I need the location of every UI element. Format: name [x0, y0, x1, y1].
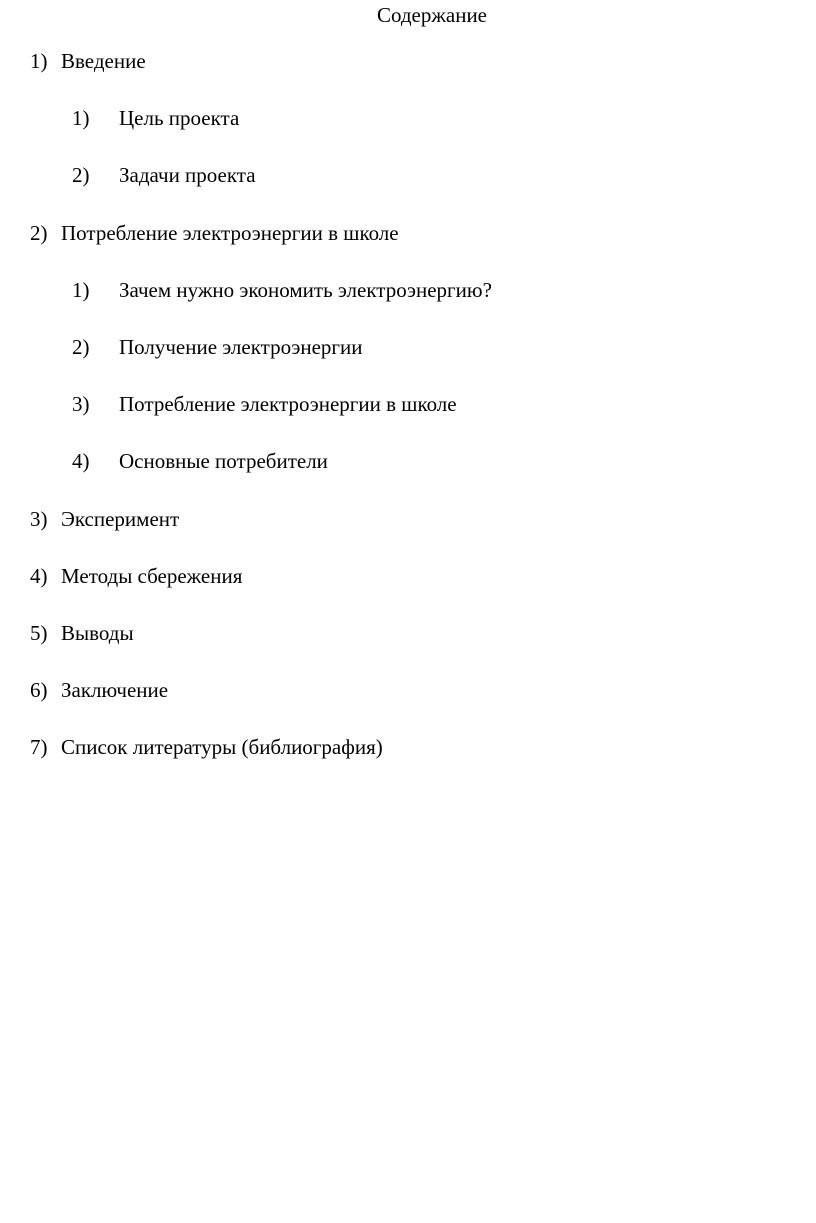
toc-item-introduction [0, 48, 816, 105]
toc-item-text: Зачем нужно экономить электроэнергию? [119, 277, 492, 302]
toc-item-text: Список литературы (библиография) [61, 735, 383, 760]
table-of-contents [0, 48, 816, 791]
toc-subitem-project-tasks [0, 162, 816, 219]
toc-subitem-project-goal [0, 105, 816, 162]
toc-item-number: 3) [30, 506, 48, 531]
toc-subitem-school-consumption [0, 391, 816, 448]
toc-item-number: 6) [30, 678, 48, 703]
toc-item-saving-methods [0, 563, 816, 620]
toc-item-text: Эксперимент [61, 506, 180, 531]
toc-item-number: 7) [30, 735, 48, 760]
toc-item-number: 5) [30, 620, 48, 645]
toc-subitem-generation [0, 334, 816, 391]
toc-item-number: 1) [72, 106, 90, 131]
toc-subitem-why-save [0, 277, 816, 334]
toc-item-number: 2) [72, 163, 90, 188]
toc-item-number: 3) [72, 392, 90, 417]
toc-item-text: Выводы [61, 620, 134, 645]
toc-item-experiment [0, 506, 816, 563]
toc-item-number: 4) [72, 449, 90, 474]
toc-item-text: Потребление электроэнергии в школе [119, 392, 457, 417]
toc-item-text: Цель проекта [119, 106, 240, 131]
toc-item-bibliography [0, 734, 816, 791]
toc-item-school-consumption [0, 220, 816, 277]
toc-item-conclusion [0, 677, 816, 734]
page-title: Содержание [376, 3, 488, 27]
toc-item-number: 2) [72, 334, 90, 359]
toc-item-text: Введение [61, 49, 146, 73]
toc-item-findings [0, 620, 816, 677]
toc-item-text: Методы сбережения [61, 563, 243, 588]
toc-subitem-main-consumers [0, 448, 816, 505]
toc-item-text: Задачи проекта [119, 163, 256, 188]
toc-item-number: 1) [30, 49, 48, 73]
toc-item-text: Потребление электроэнергии в школе [61, 220, 399, 245]
toc-item-text: Заключение [61, 678, 169, 703]
toc-item-number: 2) [30, 220, 48, 245]
toc-item-number: 1) [72, 277, 90, 302]
toc-item-number: 4) [30, 563, 48, 588]
toc-item-text: Основные потребители [119, 449, 328, 474]
toc-item-text: Получение электроэнергии [119, 334, 363, 359]
